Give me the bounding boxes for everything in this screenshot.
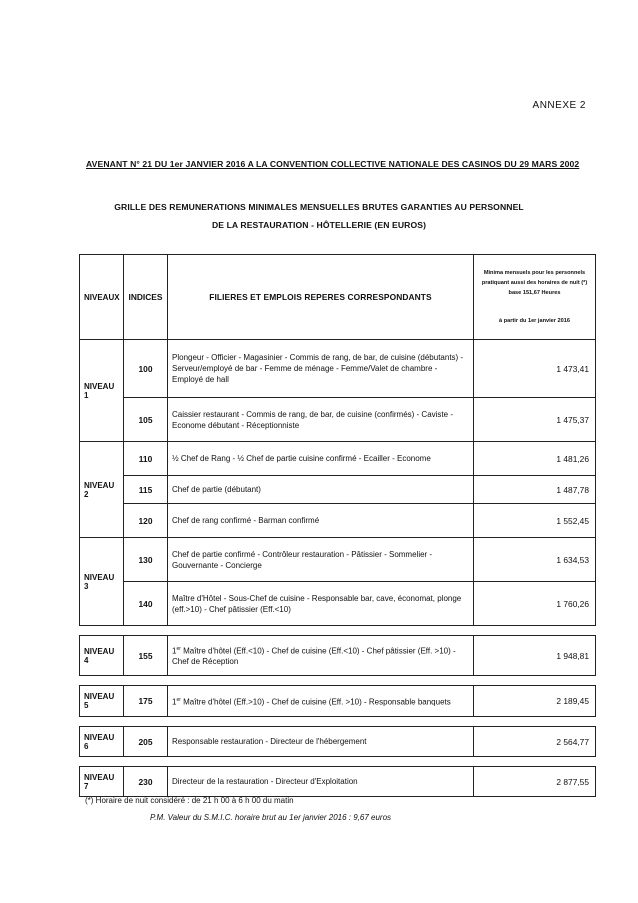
table-header-row — [80, 255, 596, 340]
minimum-cell: 1 481,26 — [474, 442, 596, 476]
table-row — [80, 442, 596, 476]
indice-cell: 110 — [124, 442, 168, 476]
indice-cell: 230 — [124, 767, 168, 797]
table-gap — [80, 676, 596, 686]
header-filieres: FILIERES ET EMPLOIS REPERES CORRESPONDANTS — [168, 255, 474, 340]
indice-cell: 100 — [124, 340, 168, 398]
minimum-cell: 2 189,45 — [474, 686, 596, 717]
header-minima — [474, 255, 596, 340]
grille-title-line1: GRILLE DES REMUNERATIONS MINIMALES MENSUELLES BRUTES GARANTIES AU PERSONNEL — [114, 202, 524, 212]
emplois-cell: Chef de partie confirmé - Contrôleur restauration - Pâtissier - Sommelier - Gouvernante - Concierge — [168, 538, 474, 582]
header-niveaux: NIVEAUX — [80, 255, 124, 340]
minimum-cell: 1 552,45 — [474, 504, 596, 538]
emplois-sup: er — [176, 645, 181, 652]
indice-cell: 205 — [124, 727, 168, 757]
emplois-cell: Maître d'Hôtel - Sous-Chef de cuisine - Responsable bar, cave, économat, plonge (eff.>10) - Chef pâtissier (Eff.<10) — [168, 582, 474, 626]
indice-cell: 155 — [124, 636, 168, 676]
note-horaire-nuit: (*) Horaire de nuit considéré : de 21 h 00 à 6 h 00 du matin — [85, 796, 294, 805]
minimum-cell: 1 487,78 — [474, 476, 596, 504]
grille-title-line2: DE LA RESTAURATION - HÔTELLERIE (EN EUROS) — [211, 220, 427, 230]
indice-cell: 175 — [124, 686, 168, 717]
table-gap — [80, 717, 596, 727]
niveau-cell: NIVEAU 7 — [80, 767, 124, 797]
emplois-cell: Plongeur - Officier - Magasinier - Commis de rang, de bar, de cuisine (débutants) - Serveur/employé de bar - Femme de ménage - Femme/Valet de chambre - Employé de hall — [168, 340, 474, 398]
minimum-cell: 1 634,53 — [474, 538, 596, 582]
niveau-cell: NIVEAU 4 — [80, 636, 124, 676]
note-smic: P.M. Valeur du S.M.I.C. horaire brut au 1er janvier 2016 : 9,67 euros — [150, 813, 392, 822]
table-row — [80, 398, 596, 442]
emplois-text: Maître d'hôtel (Eff.>10) - Chef de cuisine (Eff. >10) - Responsable banquets — [180, 697, 451, 707]
minimum-cell: 1 475,37 — [474, 398, 596, 442]
table-row — [80, 686, 596, 717]
indice-cell: 140 — [124, 582, 168, 626]
emplois-cell: Directeur de la restauration - Directeur d'Exploitation — [168, 767, 474, 797]
emplois-cell: Responsable restauration - Directeur de l'hébergement — [168, 727, 474, 757]
emplois-cell — [168, 686, 474, 717]
minimum-cell: 1 760,26 — [474, 582, 596, 626]
indice-cell: 130 — [124, 538, 168, 582]
table-gap — [80, 757, 596, 767]
header-indices: INDICES — [124, 255, 168, 340]
emplois-sup: er — [176, 696, 181, 703]
niveau-cell: NIVEAU 3 — [80, 538, 124, 626]
avenant-title: AVENANT N° 21 DU 1er JANVIER 2016 A LA CONVENTION COLLECTIVE NATIONALE DES CASINOS DU 29 MARS 2002 — [86, 159, 580, 169]
emplois-cell — [168, 636, 474, 676]
minimum-cell: 1 473,41 — [474, 340, 596, 398]
header-minima-text: Minima mensuels pour les personnels pratiquant aussi des horaires de nuit (*) base 151,67 Heures — [481, 270, 588, 296]
emplois-cell: Chef de partie (débutant) — [168, 476, 474, 504]
annexe-label: ANNEXE 2 — [532, 100, 586, 111]
emplois-cell: Chef de rang confirmé - Barman confirmé — [168, 504, 474, 538]
emplois-cell: Caissier restaurant - Commis de rang, de bar, de cuisine (confirmés) - Caviste - Econome débutant - Réceptionniste — [168, 398, 474, 442]
niveau-cell: NIVEAU 5 — [80, 686, 124, 717]
emplois-prefix: 1 — [172, 646, 177, 656]
minimum-cell: 2 877,55 — [474, 767, 596, 797]
emplois-cell: ½ Chef de Rang - ½ Chef de partie cuisine confirmé - Ecailler - Econome — [168, 442, 474, 476]
minimum-cell: 1 948,81 — [474, 636, 596, 676]
grille-title — [0, 198, 638, 234]
table-row — [80, 476, 596, 504]
indice-cell: 115 — [124, 476, 168, 504]
niveau-cell: NIVEAU 2 — [80, 442, 124, 538]
emplois-prefix: 1 — [172, 697, 177, 707]
table-row — [80, 504, 596, 538]
table-row — [80, 767, 596, 797]
table-gap — [80, 626, 596, 636]
table-row — [80, 582, 596, 626]
niveau-cell: NIVEAU 6 — [80, 727, 124, 757]
indice-cell: 105 — [124, 398, 168, 442]
indice-cell: 120 — [124, 504, 168, 538]
table-row — [80, 636, 596, 676]
salary-grid-table — [79, 254, 596, 797]
minimum-cell: 2 564,77 — [474, 727, 596, 757]
table-row — [80, 538, 596, 582]
emplois-text: Maître d'hôtel (Eff.<10) - Chef de cuisine (Eff.<10) - Chef pâtissier (Eff. >10) - Chef de Réception — [172, 646, 456, 667]
table-row — [80, 340, 596, 398]
table-row — [80, 727, 596, 757]
header-minima-date: à partir du 1er janvier 2016 — [499, 318, 570, 324]
niveau-cell: NIVEAU 1 — [80, 340, 124, 442]
